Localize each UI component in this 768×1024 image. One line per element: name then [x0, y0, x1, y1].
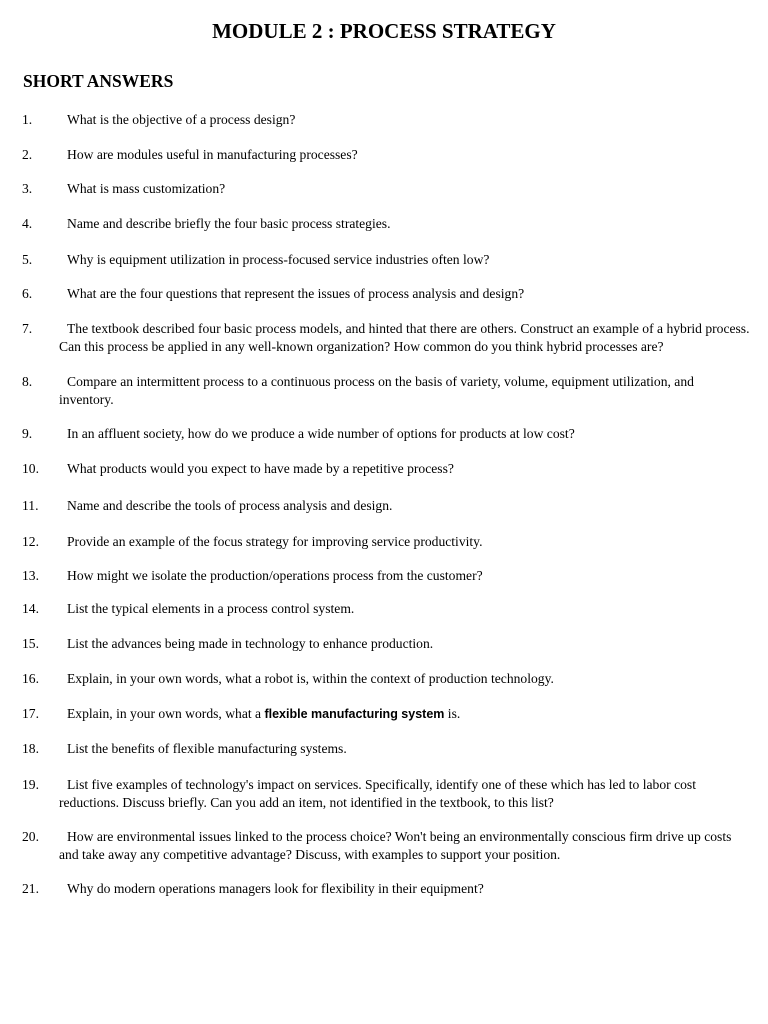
question-item [22, 285, 750, 303]
question-item [22, 533, 750, 551]
question-number: 4. [22, 216, 33, 231]
question-number: 6. [22, 286, 33, 301]
question-text: Why do modern operations managers look for flexibility in their equipment? [67, 881, 484, 896]
question-text: Explain, in your own words, what a robot is, within the context of production technology. [67, 671, 554, 686]
question-item [22, 497, 750, 515]
document-title: MODULE 2 : PROCESS STRATEGY [212, 19, 556, 43]
question-item [22, 828, 750, 863]
question-text: How are modules useful in manufacturing processes? [67, 147, 358, 162]
question-item [22, 776, 750, 811]
question-text: How might we isolate the production/operations process from the customer? [67, 568, 483, 583]
question-item [22, 215, 750, 233]
question-text: List the benefits of flexible manufacturing systems. [67, 741, 347, 756]
question-number: 17. [22, 706, 39, 721]
question-text: What is mass customization? [67, 181, 226, 196]
question-text: Name and describe the tools of process analysis and design. [67, 498, 393, 513]
question-number: 21. [22, 881, 39, 896]
question-item [22, 670, 750, 688]
question-text: How are environmental issues linked to the process choice? Won't being an environmentally conscious firm drive up costs and take away any competitive advantage? Discuss, with examples to support your position. [59, 829, 732, 862]
question-number: 5. [22, 252, 33, 267]
question-item [22, 880, 750, 898]
question-number: 3. [22, 181, 33, 196]
question-item [22, 111, 750, 129]
question-number: 15. [22, 636, 39, 651]
question-number: 13. [22, 568, 39, 583]
question-item [22, 460, 750, 478]
question-item [22, 567, 750, 585]
question-text: Name and describe briefly the four basic process strategies. [67, 216, 391, 231]
question-text-before: Explain, in your own words, what a [67, 706, 265, 721]
question-number: 18. [22, 741, 39, 756]
question-item [22, 600, 750, 618]
question-item [22, 705, 750, 724]
question-number: 20. [22, 829, 39, 844]
bold-term: flexible manufacturing system [264, 707, 445, 721]
question-number: 2. [22, 147, 33, 162]
question-number: 19. [22, 777, 39, 792]
section-heading: SHORT ANSWERS [23, 71, 174, 91]
question-text: Compare an intermittent process to a continuous process on the basis of variety, volume, equipment utilization, and inventory. [59, 374, 694, 407]
question-text: Why is equipment utilization in process-focused service industries often low? [67, 252, 490, 267]
question-number: 8. [22, 374, 33, 389]
question-number: 14. [22, 601, 39, 616]
question-text: List the typical elements in a process control system. [67, 601, 355, 616]
question-number: 7. [22, 321, 33, 336]
question-item [22, 425, 750, 443]
question-text: What products would you expect to have made by a repetitive process? [67, 461, 454, 476]
question-text [59, 705, 750, 724]
question-item [22, 320, 750, 355]
question-text: List the advances being made in technology to enhance production. [67, 636, 434, 651]
question-number: 9. [22, 426, 33, 441]
question-text: What is the objective of a process design? [67, 112, 296, 127]
question-text: List five examples of technology's impact on services. Specifically, identify one of these which has led to labor cost reductions. Discuss briefly. Can you add an item, not identified in the textbook, to this list? [59, 777, 696, 810]
question-text: Provide an example of the focus strategy for improving service productivity. [67, 534, 483, 549]
question-item [22, 146, 750, 164]
question-text: What are the four questions that represent the issues of process analysis and design? [67, 286, 525, 301]
question-text-after: is. [444, 706, 461, 721]
question-number: 1. [22, 112, 33, 127]
question-item [22, 180, 750, 198]
question-number: 12. [22, 534, 39, 549]
question-number: 16. [22, 671, 39, 686]
question-item [22, 740, 750, 758]
question-number: 11. [22, 498, 39, 513]
question-item [22, 373, 750, 408]
question-text: In an affluent society, how do we produce a wide number of options for products at low cost? [67, 426, 575, 441]
question-item [22, 635, 750, 653]
question-item [22, 251, 750, 269]
question-number: 10. [22, 461, 39, 476]
question-text: The textbook described four basic process models, and hinted that there are others. Construct an example of a hybrid process. Can this process be applied in any well-known organization? How common do you think hybrid processes are? [59, 321, 750, 354]
